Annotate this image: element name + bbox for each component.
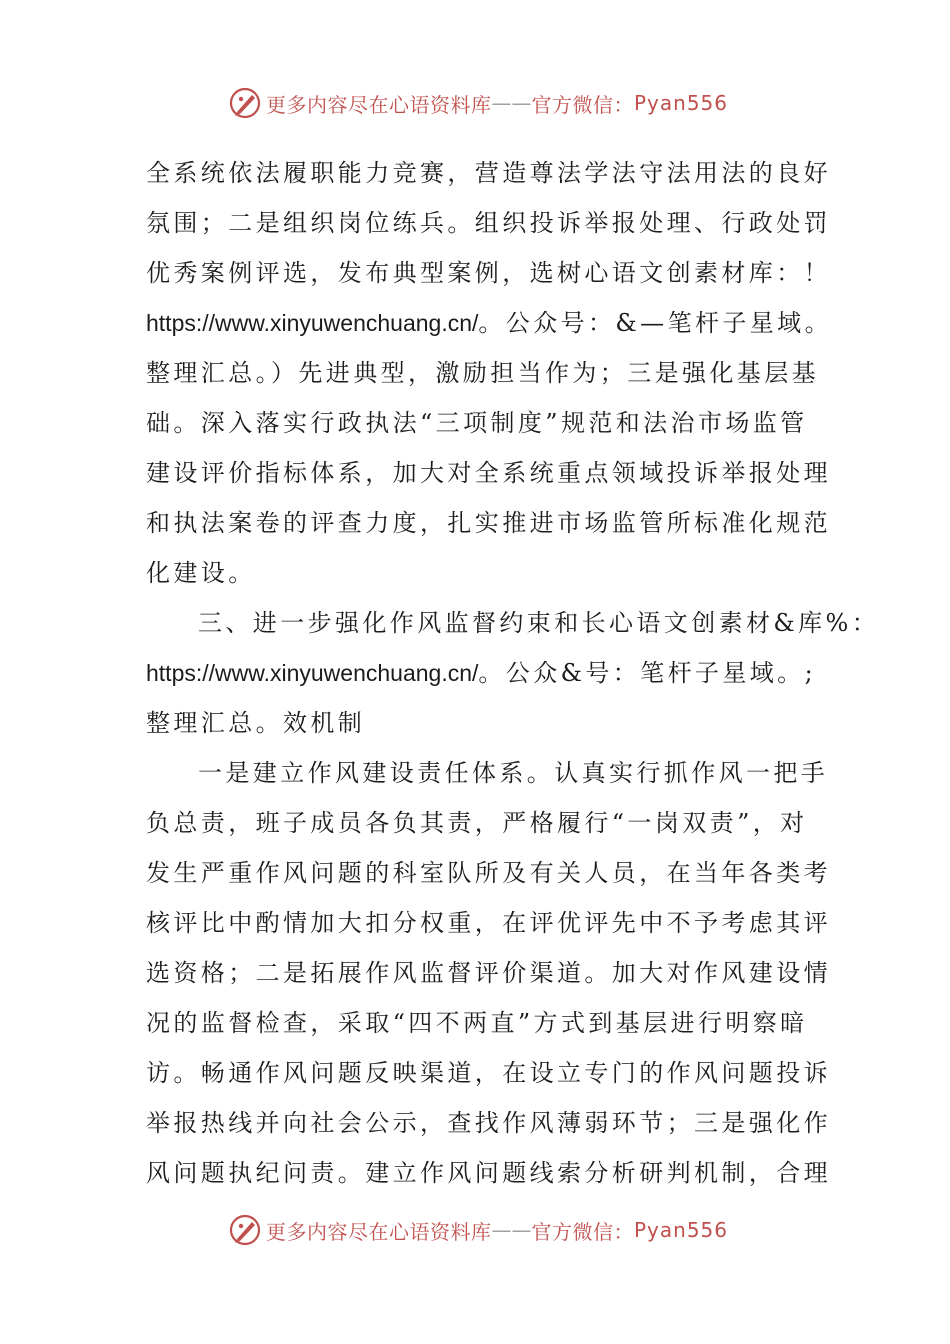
line-text: 核评比中酌情加大扣分权重，在评优评先中不予考虑其评: [146, 909, 831, 937]
pen-logo-icon: [228, 86, 262, 120]
line-text: 和执法案卷的评查力度，扎实推进市场监管所标准化规范: [146, 509, 831, 537]
footer-wechat-id: Pyan556: [634, 1218, 729, 1242]
line-text: 整理汇总。效机制: [146, 709, 366, 737]
text-line: [146, 648, 826, 698]
text-line: [146, 748, 829, 798]
document-body: [146, 148, 880, 1198]
text-line: [146, 998, 826, 1048]
header-separator: ——: [491, 91, 532, 115]
text-line: [146, 598, 880, 648]
header-banner: [228, 83, 748, 123]
text-line: [146, 298, 832, 348]
text-line: [146, 198, 831, 248]
text-line: [146, 1098, 831, 1148]
line-text: 发生严重作风问题的科室队所及有关人员，在当年各类考: [146, 859, 831, 887]
line-text: 一是建立作风建设责任体系。认真实行抓作风一把手: [198, 759, 829, 787]
text-line: [146, 498, 831, 548]
text-line: [146, 848, 831, 898]
line-text: 三、进一步强化作风监督约束和长心语文创素材&库%：: [198, 609, 880, 637]
text-line: [146, 1148, 831, 1198]
text-line: [146, 1048, 831, 1098]
text-line: [146, 448, 831, 498]
line-text: 况的监督检查，采取“四不两直”方式到基层进行明察暗: [146, 1009, 808, 1037]
footer-separator: ——: [491, 1218, 532, 1242]
header-wechat-id: Pyan556: [634, 91, 729, 115]
header-slogan: 更多内容尽在心语资料库: [266, 92, 492, 117]
line-text: 全系统依法履职能力竞赛，营造尊法学法守法用法的良好: [146, 159, 831, 187]
line-text: 氛围；二是组织岗位练兵。组织投诉举报处理、行政处罚: [146, 209, 831, 237]
header-wechat-label: 官方微信：: [531, 92, 634, 117]
line-text: 础。深入落实行政执法“三项制度”规范和法治市场监管: [146, 409, 808, 437]
line-text: 选资格；二是拓展作风监督评价渠道。加大对作风建设情: [146, 959, 831, 987]
footer-banner: [228, 1210, 748, 1250]
url-text: https://www.xinyuwenchuang.cn/: [146, 310, 479, 336]
line-text: 。公众&号：笔杆子星域。;: [478, 659, 817, 687]
text-line: [146, 248, 831, 298]
text-line: [146, 398, 826, 448]
text-line: [146, 898, 831, 948]
text-line: [146, 698, 826, 748]
footer-slogan: 更多内容尽在心语资料库: [266, 1219, 492, 1244]
line-text: 风问题执纪问责。建立作风问题线索分析研判机制，合理: [146, 1159, 831, 1187]
text-line: [146, 548, 826, 598]
text-line: [146, 948, 831, 998]
line-text: 访。畅通作风问题反映渠道，在设立专门的作风问题投诉: [146, 1059, 831, 1087]
footer-wechat-label: 官方微信：: [531, 1219, 634, 1244]
text-line: [146, 148, 831, 198]
line-text: 优秀案例评选，发布典型案例，选树心语文创素材库：！: [146, 259, 831, 287]
pen-logo-icon: [228, 1213, 262, 1247]
line-text: 整理汇总。）先进典型，激励担当作为；三是强化基层基: [146, 359, 819, 387]
line-text: 举报热线并向社会公示，查找作风薄弱环节；三是强化作: [146, 1109, 831, 1137]
line-text: 化建设。: [146, 559, 256, 587]
url-text: https://www.xinyuwenchuang.cn/: [146, 660, 479, 686]
line-text: 。公众号：&—笔杆子星域。: [478, 309, 832, 337]
line-text: 建设评价指标体系，加大对全系统重点领域投诉举报处理: [146, 459, 831, 487]
text-line: [146, 348, 826, 398]
line-text: 负总责，班子成员各负其责，严格履行“一岗双责”，对: [146, 809, 808, 837]
text-line: [146, 798, 826, 848]
